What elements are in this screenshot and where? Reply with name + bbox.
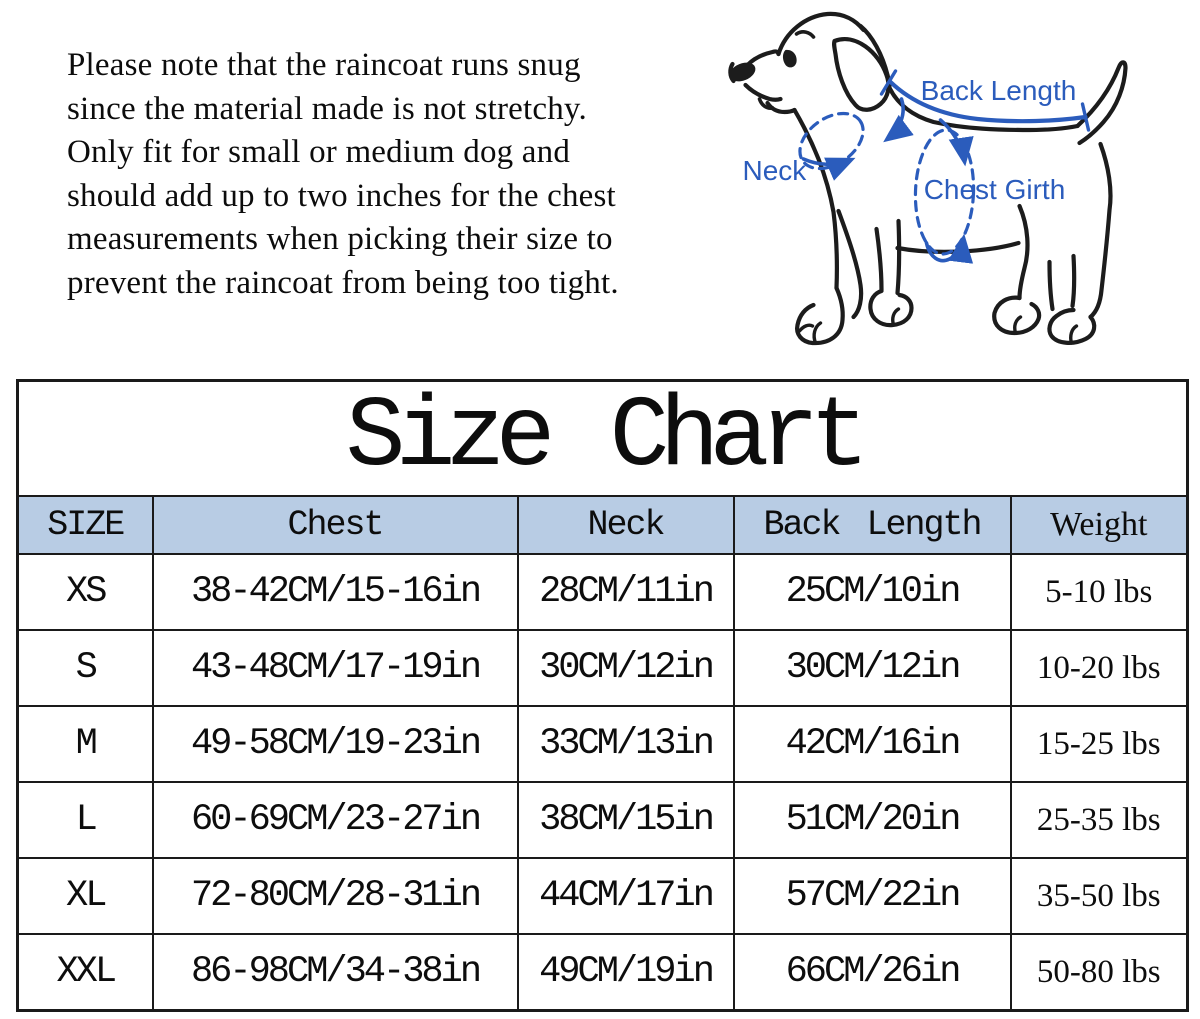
chest-cell: 60-69CM/23-27in (153, 782, 518, 858)
neck-cell: 33CM/13in (518, 706, 734, 782)
table-row-l (18, 782, 1188, 858)
neck-cell: 28CM/11in (518, 554, 734, 630)
back-length-cell: 30CM/12in (734, 630, 1011, 706)
back-length-cell: 51CM/20in (734, 782, 1011, 858)
weight-cell: 10-20 lbs (1011, 630, 1188, 706)
table-row-xxl (18, 934, 1188, 1011)
column-header-weight: Weight (1011, 496, 1188, 554)
weight-cell: 15-25 lbs (1011, 706, 1188, 782)
header-row (18, 496, 1188, 554)
note-line: Please note that the raincoat runs snug (67, 47, 581, 83)
size-chart-table (16, 379, 1189, 1012)
chest-cell: 49-58CM/19-23in (153, 706, 518, 782)
size-cell: S (18, 630, 153, 706)
table-row-s (18, 630, 1188, 706)
neck-cell: 30CM/12in (518, 630, 734, 706)
weight-cell: 5-10 lbs (1011, 554, 1188, 630)
back-length-cell: 66CM/26in (734, 934, 1011, 1011)
chest-girth-label: Chest Girth (923, 174, 1066, 205)
note-line: Only fit for small or medium dog and (67, 134, 571, 170)
note-paragraph (67, 44, 619, 305)
back-length-cell: 42CM/16in (734, 706, 1011, 782)
neck-cell: 49CM/19in (518, 934, 734, 1011)
neck-cell: 44CM/17in (518, 858, 734, 934)
size-cell: XL (18, 858, 153, 934)
note-line: should add up to two inches for the chest (67, 177, 616, 214)
neck-cell: 38CM/15in (518, 782, 734, 858)
size-cell: XS (18, 554, 153, 630)
size-cell: L (18, 782, 153, 858)
column-header-neck: Neck (518, 496, 734, 554)
neck-label: Neck (742, 155, 807, 186)
dog-measurement-diagram (695, 0, 1200, 380)
note-line: measurements when picking their size to (67, 221, 613, 257)
chest-cell: 72-80CM/28-31in (153, 858, 518, 934)
chest-cell: 86-98CM/34-38in (153, 934, 518, 1011)
size-chart-title: Size Chart (18, 381, 1188, 497)
weight-cell: 25-35 lbs (1011, 782, 1188, 858)
column-header-size: SIZE (18, 496, 153, 554)
back-length-cell: 25CM/10in (734, 554, 1011, 630)
column-header-back-length: Back Length (734, 496, 1011, 554)
weight-cell: 50-80 lbs (1011, 934, 1188, 1011)
note-line: prevent the raincoat from being too tight. (67, 264, 619, 301)
table-row-xs (18, 554, 1188, 630)
back-length-label: Back Length (920, 75, 1077, 106)
column-header-chest: Chest (153, 496, 518, 554)
size-cell: M (18, 706, 153, 782)
table-row-xl (18, 858, 1188, 934)
table-row-m (18, 706, 1188, 782)
chest-cell: 38-42CM/15-16in (153, 554, 518, 630)
chest-cell: 43-48CM/17-19in (153, 630, 518, 706)
title-row (18, 381, 1188, 497)
weight-cell: 35-50 lbs (1011, 858, 1188, 934)
note-line: since the material made is not stretchy. (67, 90, 587, 127)
size-cell: XXL (18, 934, 153, 1011)
back-length-cell: 57CM/22in (734, 858, 1011, 934)
